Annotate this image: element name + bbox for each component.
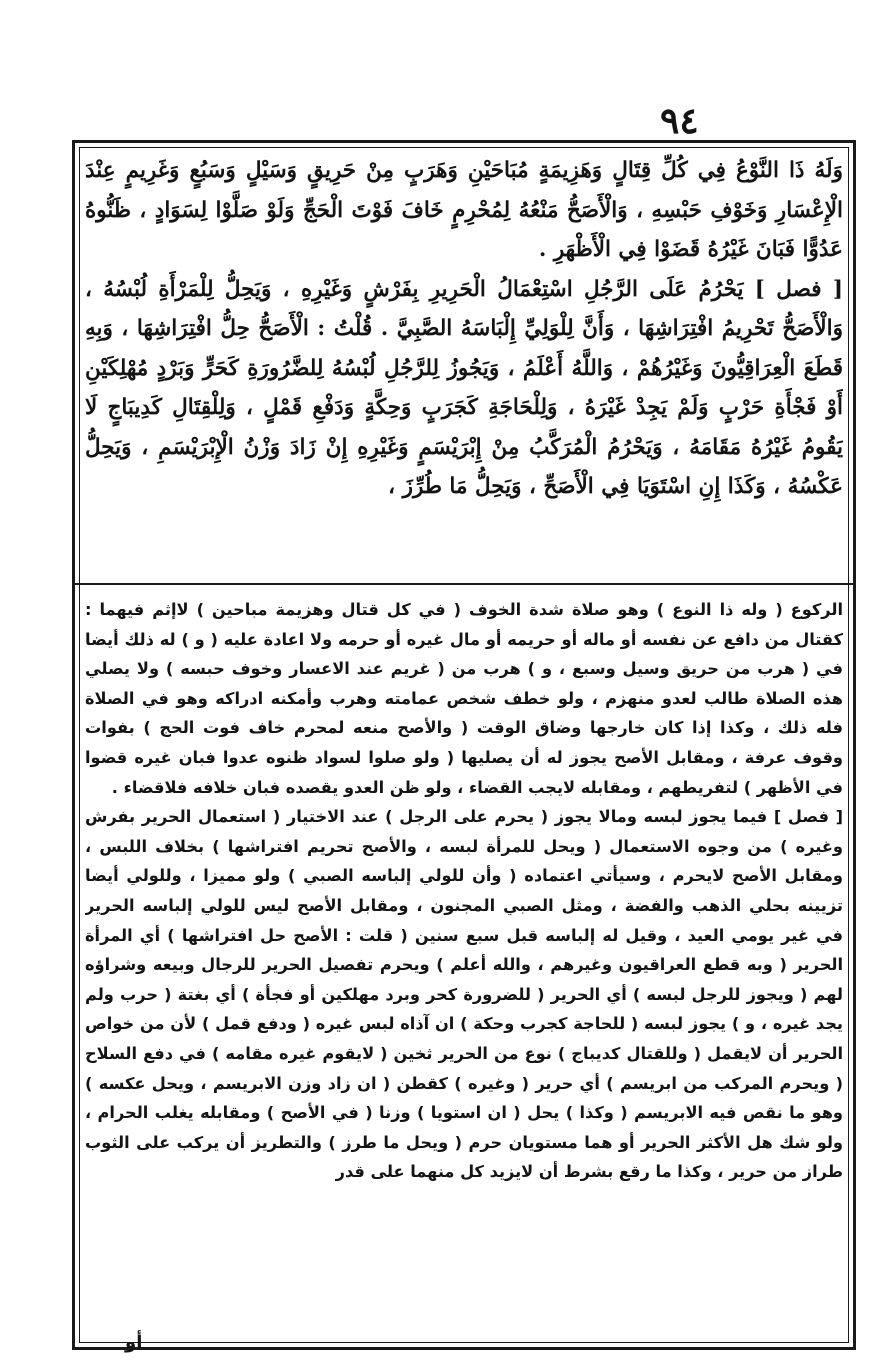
sharh-commentary-text: [85, 595, 843, 1339]
matn-main-text: [85, 151, 843, 581]
matn-paragraph-2: [ فصل ] يَحْرُمُ عَلَى الرَّجُلِ اسْتِعْمَالُ الْحَرِيرِ بِفَرْشٍ وَغَيْرِهِ ، وَيَحِلُّ لِلْمَرْأَةِ لُبْسُهُ ، وَالْأَصَحُّ تَحْرِيمُ افْتِرَاشِهَا ، وَأَنَّ لِلْوَلِيِّ إِلْبَاسَهُ الصَّبِيَّ . قُلْتُ : الْأَصَحُّ حِلُّ افْتِرَاشِهَا ، وَبِهِ قَطَعَ الْعِرَاقِيُّونَ وَغَيْرُهُمْ ، وَاللَّهُ أَعْلَمُ ، وَيَجُوزُ لِلرَّجُلِ لُبْسُهُ لِلضَّرُورَةِ كَحَرٍّ وَبَرْدٍ مُهْلِكَيْنِ أَوْ فَجْأَةِ حَرْبٍ وَلَمْ يَجِدْ غَيْرَهُ ، وَلِلْحَاجَةِ كَجَرَبٍ وَحِكَّةٍ وَدَفْعِ قَمْلٍ ، وَلِلْقِتَالِ كَدِيبَاجٍ لَا يَقُومُ غَيْرُهُ مَقَامَهُ ، وَيَحْرُمُ الْمُرَكَّبُ مِنْ إِبْرَيْسَمٍ وَغَيْرِهِ إِنْ زَادَ وَزْنُ الْإِبْرَيْسَمِ ، وَيَحِلُّ عَكْسُهُ ، وَكَذَا إِنِ اسْتَوَيَا فِي الْأَصَحِّ ، وَيَحِلُّ مَا طُرِّزَ ،: [85, 276, 843, 499]
sharh-paragraph-1: الركوع ( وله ذا النوع ) وهو صلاة شدة الخوف ( في كل قتال وهزيمة مباحين ) لاإثم فيهما : كقتال من دافع عن نفسه أو ماله أو حريمه أو مال غيره أو حرمه ولا اعادة عليه ( و ) له ذلك أيضا في ( هرب من حريق وسيل وسبع ، و ) هرب من ( غريم عند الاعسار وخوف حبسه ) ولا يصلي هذه الصلاة طالب لعدو منهزم ، ولو خطف شخص عمامته وهرب وأمكنه ادراكه وهو في الصلاة فله ذلك ، وكذا إذا كان خارجها وضاق الوقت ( والأصح منعه لمحرم خاف فوت الحج ) بفوات وقوف عرفة ، ومقابل الأصح يجوز له أن يصليها ( ولو صلوا لسواد ظنوه عدوا فبان غيره قضوا في الأظهر ) لتفريطهم ، ومقابله لايجب القضاء ، ولو ظن العدو يقصده فبان خلافه فلاقضاء .: [85, 600, 843, 797]
page-frame: [72, 140, 856, 1350]
catchword: أو: [125, 1332, 143, 1353]
matn-paragraph-1: وَلَهُ ذَا النَّوْعُ فِي كُلِّ قِتَالٍ وَهَزِيمَةٍ مُبَاحَيْنِ وَهَرَبٍ مِنْ حَرِيقٍ وَسَيْلٍ وَسَبُعٍ وَغَرِيمٍ عِنْدَ الْإِعْسَارِ وَخَوْفِ حَبْسِهِ ، وَالْأَصَحُّ مَنْعُهُ لِمُحْرِمٍ خَافَ فَوْتَ الْحَجِّ وَلَوْ صَلَّوْا لِسَوَادٍ ، ظَنُّوهُ عَدُوًّا فَبَانَ غَيْرُهُ قَضَوْا فِي الْأَظْهَرِ .: [85, 158, 843, 262]
page-number: ٩٤: [660, 100, 699, 142]
section-divider: [75, 583, 853, 585]
sharh-paragraph-2: [ فصل ] فيما يجوز لبسه ومالا يجوز ( يحرم على الرجل ) عند الاختيار ( استعمال الحرير بفرش وغيره ) من وجوه الاستعمال ( ويحل للمرأة لبسه ، والأصح تحريم افتراشها ) بخلاف اللبس ، ومقابل الأصح لايحرم ، وسيأتي اعتماده ( وأن للولي إلباسه الصبي ) ولو مميزا ، وللولي أيضا تزيينه بحلي الذهب والفضة ، ومثل الصبي المجنون ، ومقابل الأصح ليس للولي إلباسه الحرير في غير يومي العيد ، وقيل له إلباسه قبل سبع سنين ( قلت : الأصح حل افتراشها ) أي المرأة الحرير ( وبه قطع العراقيون وغيرهم ، والله أعلم ) ويحرم تفصيل الحرير للرجال وبيعه وشراؤه لهم ( ويجوز للرجل لبسه ) أي الحرير ( للضرورة كحر وبرد مهلكين أو فجأة ) أي بغتة ( حرب ولم يجد غيره ، و ) يجوز لبسه ( للحاجة كجرب وحكة ) ان آذاه لبس غيره ( ودفع قمل ) لأن من خواص الحرير أن لايقمل ( وللقتال كديباج ) نوع من الحرير ثخين ( لايقوم غيره مقامه ) في دفع السلاح ( ويحرم المركب من ابريسم ) أي حرير ( وغيره ) كقطن ( ان زاد وزن الابريسم ، ويحل عكسه ) وهو ما نقص فيه الابريسم ( وكذا ) يحل ( ان استويا ) وزنا ( في الأصح ) ومقابله يغلب الحرام ، ولو شك هل الأكثر الحرير أو هما مستويان حرم ( ويحل ما طرز ) والتطريز أن يركب على الثوب طراز من حرير ، وكذا ما رقع بشرط أن لايزيد كل منهما على قدر: [85, 807, 843, 1182]
